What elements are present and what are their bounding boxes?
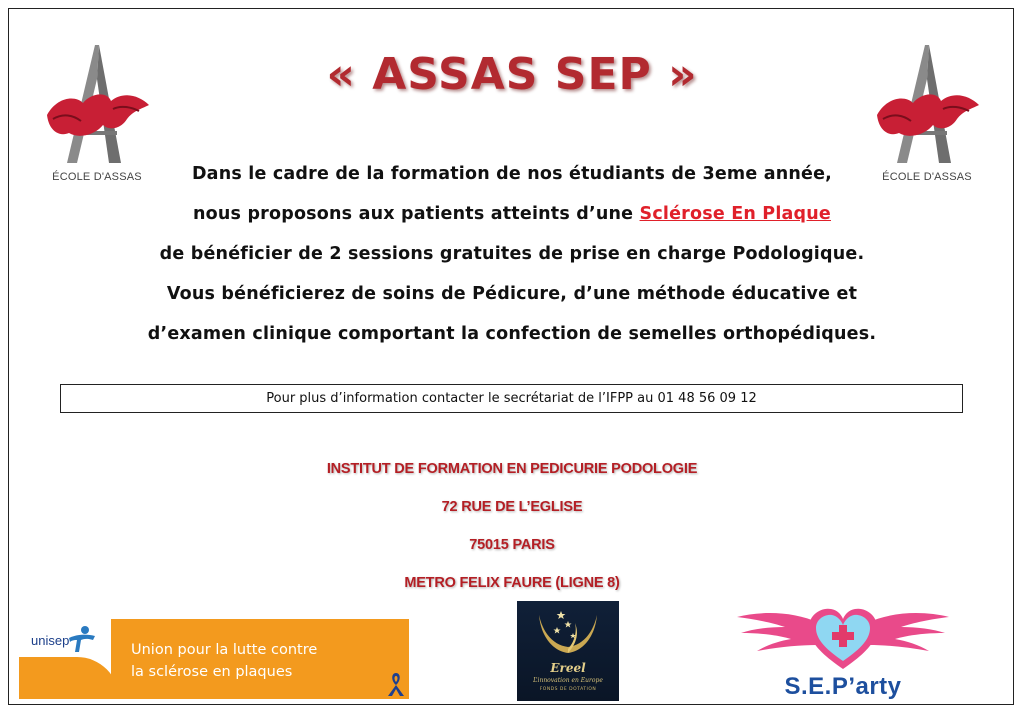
- ereel-logo: [517, 601, 619, 701]
- contact-info-box: Pour plus d’information contacter le secrétariat de l’IFPP au 01 48 56 09 12: [60, 384, 963, 413]
- unisep-banner: [19, 619, 409, 699]
- separty-logo: [733, 597, 953, 701]
- address-street: 72 RUE DE L’EGLISE: [441, 499, 583, 515]
- institute-address: [9, 457, 1014, 609]
- ereel-title: Ereel: [550, 661, 586, 675]
- unisep-tagline-line-1: Union pour la lutte contre: [131, 642, 318, 658]
- ereel-subtitle: L’innovation en Europe: [533, 677, 603, 684]
- intro-line-4: Vous bénéficierez de soins de Pédicure, d’une méthode éducative et: [166, 284, 858, 304]
- school-logo-caption: ÉCOLE D'ASSAS: [52, 171, 142, 183]
- winged-heart-icon: [733, 597, 953, 675]
- intro-line-5: d’examen clinique comportant la confection de semelles orthopédiques.: [147, 324, 877, 344]
- page-title: « ASSAS SEP »: [326, 49, 698, 100]
- unisep-tagline: [131, 639, 317, 683]
- intro-line-2-text: nous proposons aux patients atteints d’une: [193, 204, 640, 224]
- unisep-person-icon: [65, 624, 97, 654]
- unisep-tagline-line-2: la sclérose en plaques: [131, 664, 293, 680]
- ereel-fund-label: FONDS DE DOTATION: [539, 687, 597, 692]
- address-metro: METRO FELIX FAURE (LIGNE 8): [404, 575, 620, 591]
- school-logo-caption: ÉCOLE D'ASSAS: [882, 171, 972, 183]
- flyer-page: [8, 8, 1014, 705]
- intro-line-3: de bénéficier de 2 sessions gratuites de prise en charge Podologique.: [159, 244, 865, 264]
- separty-name: S.E.P’arty: [784, 673, 902, 700]
- intro-line-1: Dans le cadre de la formation de nos étudiants de 3eme année,: [191, 164, 833, 184]
- ereel-emblem-icon: [517, 601, 619, 661]
- unisep-logo-text: unisep: [31, 633, 70, 648]
- institute-name: INSTITUT DE FORMATION EN PEDICURIE PODOLOGIE: [326, 461, 698, 477]
- unisep-orange-curve: [19, 657, 119, 699]
- disease-highlight: Sclérose En Plaque: [639, 204, 831, 224]
- awareness-ribbon-icon: [385, 671, 407, 697]
- intro-line-2: [9, 194, 1014, 234]
- intro-paragraph: [9, 154, 1014, 354]
- address-city: 75015 PARIS: [469, 537, 555, 553]
